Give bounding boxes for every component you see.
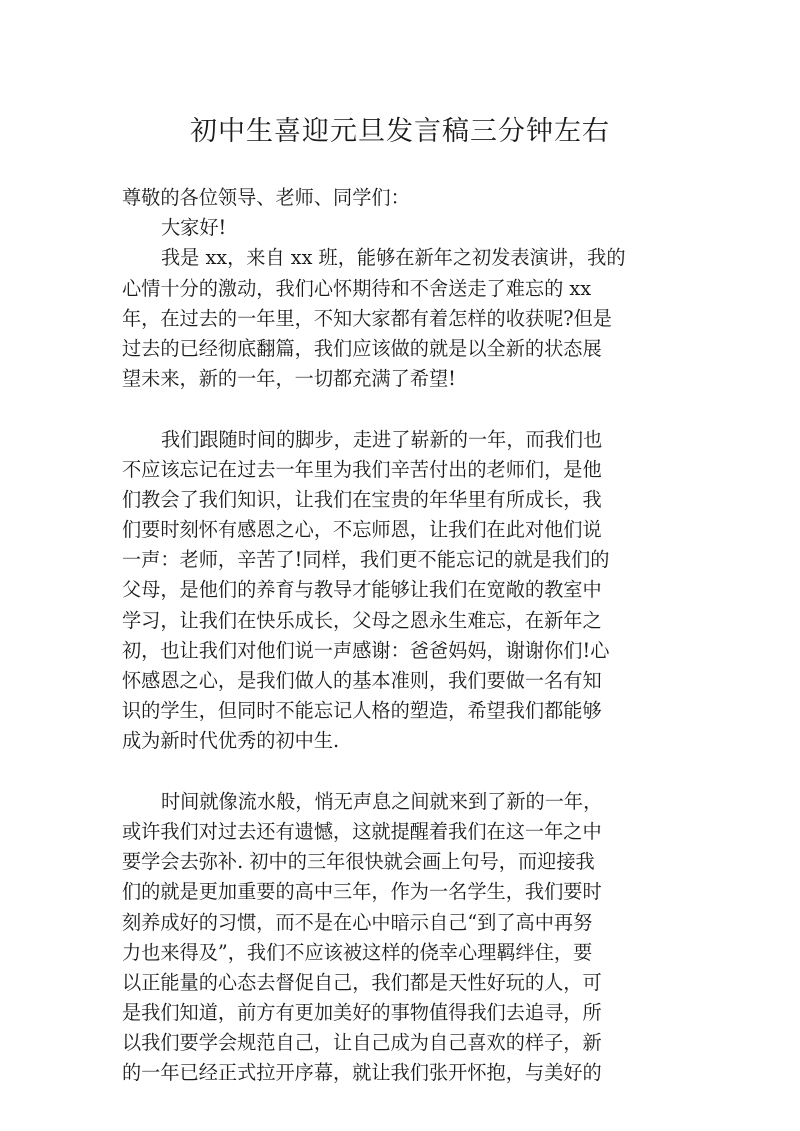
paragraph-line: 要学会去弥补. 初中的三年很快就会画上句号，而迎接我 xyxy=(122,850,595,874)
paragraph-line: 们教会了我们知识，让我们在宝贵的年华里有所成长，我 xyxy=(122,487,602,511)
paragraph-line: 成为新时代优秀的初中生. xyxy=(122,729,340,753)
paragraph-line: 刻养成好的习惯，而不是在心中暗示自己“到了高中再努 xyxy=(122,910,593,934)
paragraph-line: 的一年已经正式拉开序幕，就让我们张开怀抱，与美好的 xyxy=(122,1061,602,1085)
paragraph-line: 望未来，新的一年，一切都充满了希望! xyxy=(122,367,456,391)
paragraph-line: 或许我们对过去还有遗憾，这就提醒着我们在这一年之中 xyxy=(122,819,602,843)
paragraph-line: 识的学生，但同时不能忘记人格的塑造，希望我们都能够 xyxy=(122,699,602,723)
paragraph-line: 学习，让我们在快乐成长，父母之恩永生难忘，在新年之 xyxy=(122,608,602,632)
paragraph-line: 们要时刻怀有感恩之心，不忘师恩，让我们在此对他们说 xyxy=(122,518,602,542)
paragraph-line: 们的就是更加重要的高中三年，作为一名学生，我们要时 xyxy=(122,880,602,904)
paragraph-line: 是我们知道，前方有更加美好的事物值得我们去追寻，所 xyxy=(122,1001,602,1025)
paragraph-3 xyxy=(122,787,678,1089)
paragraph-line: 我们跟随时间的脚步，走进了崭新的一年，而我们也 xyxy=(161,427,603,451)
paragraph-line: 父母，是他们的养育与教导才能够让我们在宽敞的教室中 xyxy=(122,578,602,602)
paragraph-1 xyxy=(122,243,678,394)
greeting: 大家好! xyxy=(161,216,227,240)
salutation: 尊敬的各位领导、老师、同学们： xyxy=(122,186,410,209)
paragraph-gap xyxy=(122,394,678,424)
paragraph-line: 过去的已经彻底翻篇，我们应该做的就是以全新的状态展 xyxy=(122,336,602,360)
paragraph-gap xyxy=(122,757,678,787)
paragraph-line: 时间就像流水般，悄无声息之间就来到了新的一年， xyxy=(161,789,603,813)
paragraph-line: 怀感恩之心，是我们做人的基本准则，我们要做一名有知 xyxy=(122,669,602,692)
paragraph-2 xyxy=(122,425,678,757)
paragraph-line: 年，在过去的一年里，不知大家都有着怎样的收获呢?但是 xyxy=(122,306,612,330)
paragraph-line: 不应该忘记在过去一年里为我们辛苦付出的老师们，是他 xyxy=(122,457,602,481)
document-body xyxy=(122,183,678,1089)
paragraph-line: 心情十分的激动，我们心怀期待和不舍送走了难忘的 xx xyxy=(122,276,592,300)
paragraph-line: 初，也让我们对他们说一声感谢：爸爸妈妈，谢谢你们!心 xyxy=(122,638,610,662)
paragraph-line: 一声：老师，辛苦了!同样，我们更不能忘记的就是我们的 xyxy=(122,548,610,572)
document-title: 初中生喜迎元旦发言稿三分钟左右 xyxy=(190,116,610,147)
paragraph-line: 以我们要学会规范自己，让自己成为自己喜欢的样子，新 xyxy=(122,1031,602,1055)
paragraph-line: 我是 xx，来自 xx 班，能够在新年之初发表演讲，我的 xyxy=(161,246,626,270)
paragraph-line: 力也来得及”，我们不应该被这样的侥幸心理羁绊住，要 xyxy=(122,940,593,964)
paragraph-line: 以正能量的心态去督促自己，我们都是天性好玩的人，可 xyxy=(122,970,602,994)
